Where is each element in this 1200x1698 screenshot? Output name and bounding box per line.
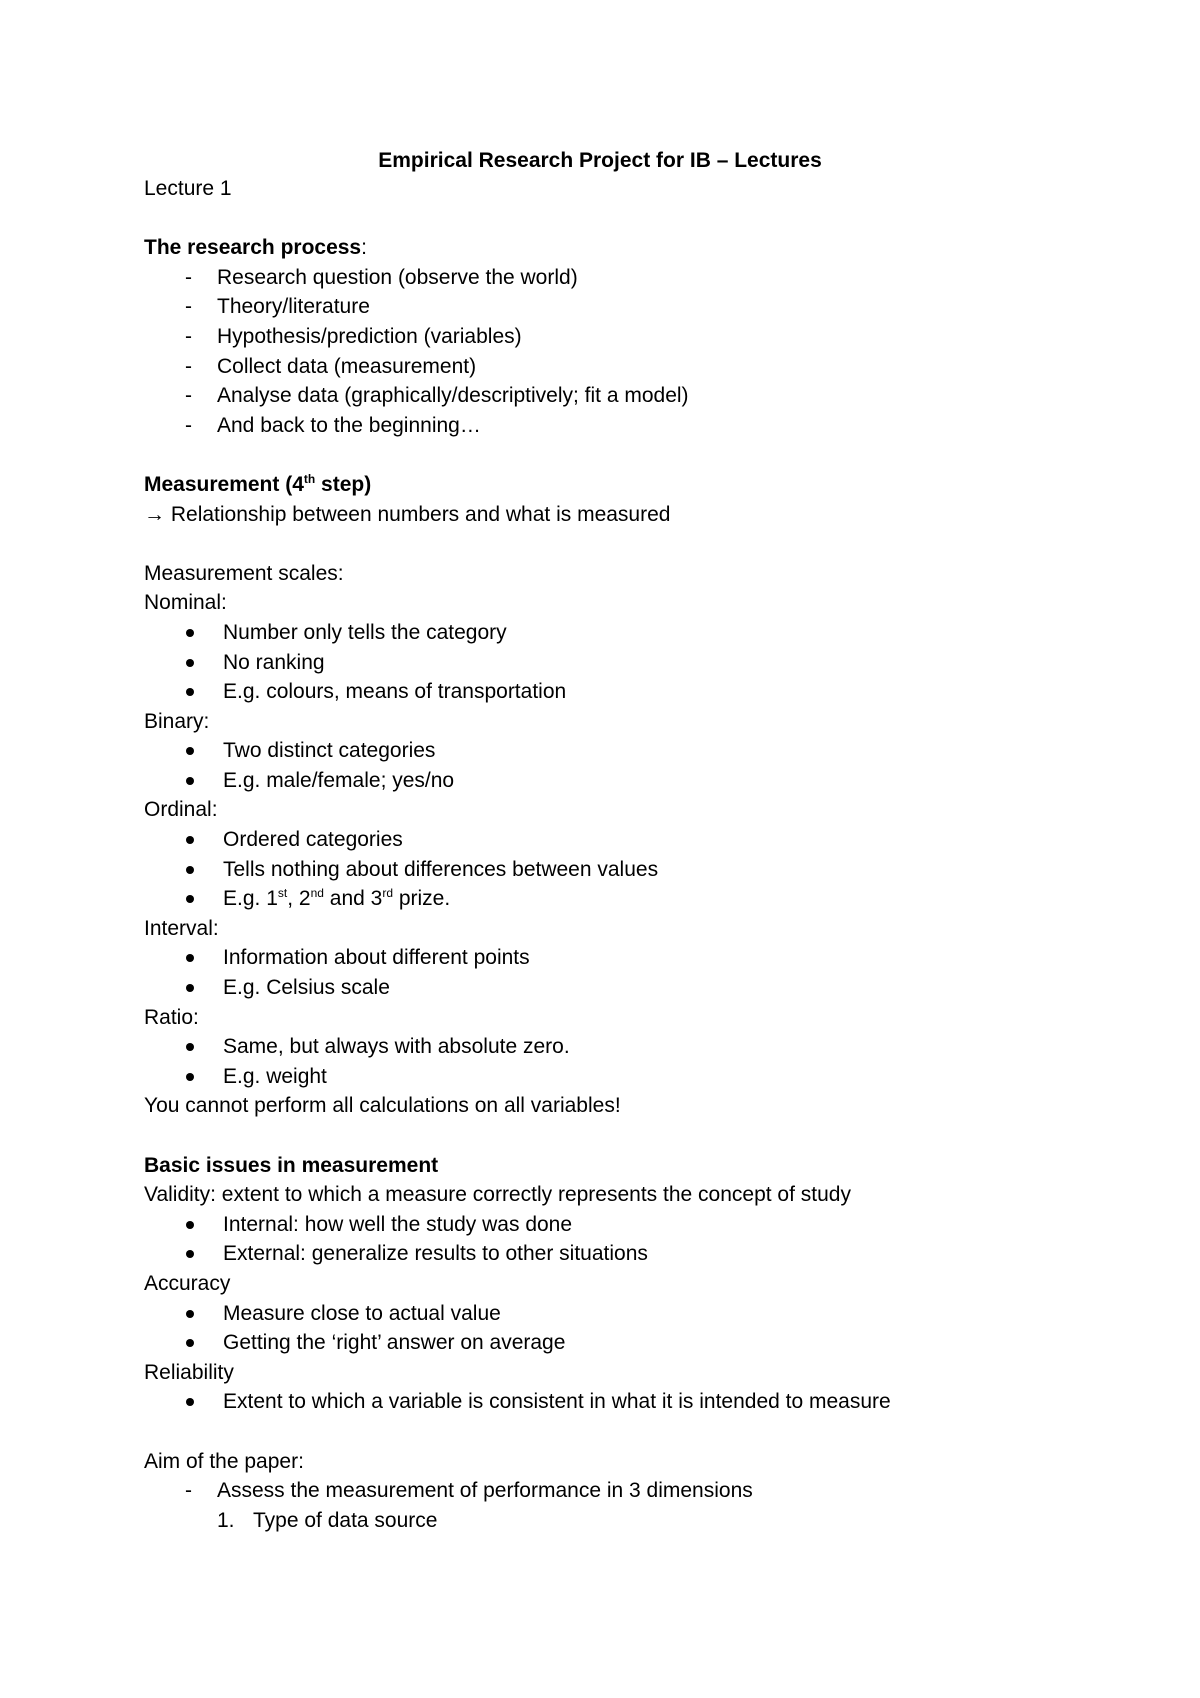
list-item bbox=[0, 1476, 1200, 1506]
bullet-text: E.g. male/female; yes/no bbox=[223, 768, 455, 792]
scales-note-line bbox=[0, 1091, 1200, 1121]
list-item bbox=[0, 884, 1200, 914]
bullet-icon bbox=[186, 1221, 194, 1229]
scales-heading: Measurement scales: bbox=[144, 561, 344, 585]
bullet-icon bbox=[186, 777, 194, 785]
list-item bbox=[0, 322, 1200, 352]
aim-sub-item: Type of data source bbox=[253, 1508, 438, 1532]
arrow-icon: → bbox=[144, 502, 165, 526]
ordinal-example: E.g. 1st, 2nd and 3rd prize. bbox=[223, 886, 451, 911]
bullet-text: E.g. Celsius scale bbox=[223, 976, 390, 1000]
validity-label: Validity: extent to which a measure correctly represents the concept of study bbox=[144, 1183, 851, 1207]
bullet-icon bbox=[186, 629, 194, 637]
bullet-icon bbox=[186, 747, 194, 755]
research-step: Research question (observe the world) bbox=[217, 265, 578, 289]
scale-label-line bbox=[0, 1003, 1200, 1033]
issues-heading-line bbox=[0, 1151, 1200, 1181]
bullet-text: Two distinct categories bbox=[223, 739, 436, 763]
aim-point: Assess the measurement of performance in 3 dimensions bbox=[217, 1479, 753, 1503]
research-step: Collect data (measurement) bbox=[217, 354, 477, 378]
dash-marker: - bbox=[185, 384, 192, 408]
list-item bbox=[0, 292, 1200, 322]
bullet-text: Same, but always with absolute zero. bbox=[223, 1035, 570, 1059]
bullet-text: E.g. colours, means of transportation bbox=[223, 680, 567, 704]
research-process-heading-colon: : bbox=[361, 236, 367, 260]
scale-label-line bbox=[0, 914, 1200, 944]
list-item bbox=[0, 352, 1200, 382]
scales-note: You cannot perform all calculations on all variables! bbox=[144, 1094, 621, 1118]
research-process-heading-line bbox=[0, 233, 1200, 263]
bullet-icon bbox=[186, 836, 194, 844]
bullet-icon bbox=[186, 688, 194, 696]
measurement-heading-line bbox=[0, 470, 1200, 500]
bullet-text: No ranking bbox=[223, 650, 325, 674]
list-item bbox=[0, 825, 1200, 855]
list-item bbox=[0, 648, 1200, 678]
list-item bbox=[0, 1387, 1200, 1417]
interval-label: Interval: bbox=[144, 916, 219, 940]
list-item bbox=[0, 1062, 1200, 1092]
measurement-relationship: Relationship between numbers and what is measured bbox=[170, 502, 671, 526]
dash-marker: - bbox=[185, 265, 192, 289]
bullet-text: Getting the ‘right’ answer on average bbox=[223, 1331, 566, 1355]
lecture-label-line bbox=[0, 174, 1200, 204]
research-step: Hypothesis/prediction (variables) bbox=[217, 324, 522, 348]
list-item bbox=[0, 1210, 1200, 1240]
binary-label: Binary: bbox=[144, 709, 210, 733]
bullet-text: Internal: how well the study was done bbox=[223, 1212, 573, 1236]
list-item bbox=[0, 381, 1200, 411]
validity-line bbox=[0, 1180, 1200, 1210]
bullet-icon bbox=[186, 954, 194, 962]
bullet-icon bbox=[186, 984, 194, 992]
research-step: Theory/literature bbox=[217, 295, 370, 319]
dash-marker: - bbox=[185, 295, 192, 319]
bullet-text: Number only tells the category bbox=[223, 620, 507, 644]
document-body bbox=[0, 174, 1200, 1535]
list-item bbox=[0, 618, 1200, 648]
list-number: 1. bbox=[217, 1508, 235, 1532]
list-item bbox=[0, 1299, 1200, 1329]
bullet-icon bbox=[186, 866, 194, 874]
bullet-icon bbox=[186, 1250, 194, 1258]
bullet-text: Extent to which a variable is consistent in what it is intended to measure bbox=[223, 1390, 891, 1414]
list-item bbox=[0, 1032, 1200, 1062]
bullet-text: Information about different points bbox=[223, 946, 530, 970]
scale-label-line bbox=[0, 588, 1200, 618]
list-item bbox=[0, 736, 1200, 766]
list-item bbox=[0, 1328, 1200, 1358]
list-item bbox=[0, 973, 1200, 1003]
aim-heading-line bbox=[0, 1447, 1200, 1477]
list-item bbox=[0, 855, 1200, 885]
list-item bbox=[0, 943, 1200, 973]
scale-label-line bbox=[0, 795, 1200, 825]
accuracy-line bbox=[0, 1269, 1200, 1299]
measurement-relationship-line bbox=[0, 500, 1200, 530]
bullet-text: E.g. weight bbox=[223, 1064, 327, 1088]
bullet-icon bbox=[186, 1339, 194, 1347]
dash-marker: - bbox=[185, 413, 192, 437]
list-item bbox=[0, 766, 1200, 796]
bullet-icon bbox=[186, 1043, 194, 1051]
bullet-icon bbox=[186, 659, 194, 667]
list-item bbox=[0, 263, 1200, 293]
bullet-text: External: generalize results to other situations bbox=[223, 1242, 648, 1266]
bullet-text: Measure close to actual value bbox=[223, 1301, 501, 1325]
bullet-icon bbox=[186, 1398, 194, 1406]
lecture-label: Lecture 1 bbox=[144, 177, 232, 200]
aim-heading: Aim of the paper: bbox=[144, 1449, 304, 1473]
bullet-icon bbox=[186, 1310, 194, 1318]
issues-heading: Basic issues in measurement bbox=[144, 1153, 439, 1177]
ratio-label: Ratio: bbox=[144, 1005, 199, 1029]
bullet-icon bbox=[186, 895, 194, 903]
dash-marker: - bbox=[185, 324, 192, 348]
dash-marker: - bbox=[185, 1479, 192, 1503]
list-item bbox=[0, 411, 1200, 441]
reliability-label: Reliability bbox=[144, 1360, 234, 1384]
list-item bbox=[0, 1239, 1200, 1269]
bullet-text: Ordered categories bbox=[223, 828, 403, 852]
bullet-text: Tells nothing about differences between values bbox=[223, 857, 659, 881]
research-step: And back to the beginning… bbox=[217, 413, 481, 437]
measurement-heading: Measurement (4th step) bbox=[144, 471, 372, 496]
scales-heading-line bbox=[0, 559, 1200, 589]
list-item bbox=[0, 1506, 1200, 1536]
list-item bbox=[0, 677, 1200, 707]
research-process-heading: The research process bbox=[144, 236, 362, 260]
scale-label-line bbox=[0, 707, 1200, 737]
dash-marker: - bbox=[185, 354, 192, 378]
nominal-label: Nominal: bbox=[144, 591, 227, 615]
research-step: Analyse data (graphically/descriptively; fit a model) bbox=[217, 384, 689, 408]
ordinal-label: Ordinal: bbox=[144, 798, 218, 822]
document-title: Empirical Research Project for IB – Lectures bbox=[378, 149, 822, 172]
accuracy-label: Accuracy bbox=[144, 1271, 231, 1295]
reliability-line bbox=[0, 1358, 1200, 1388]
bullet-icon bbox=[186, 1073, 194, 1081]
